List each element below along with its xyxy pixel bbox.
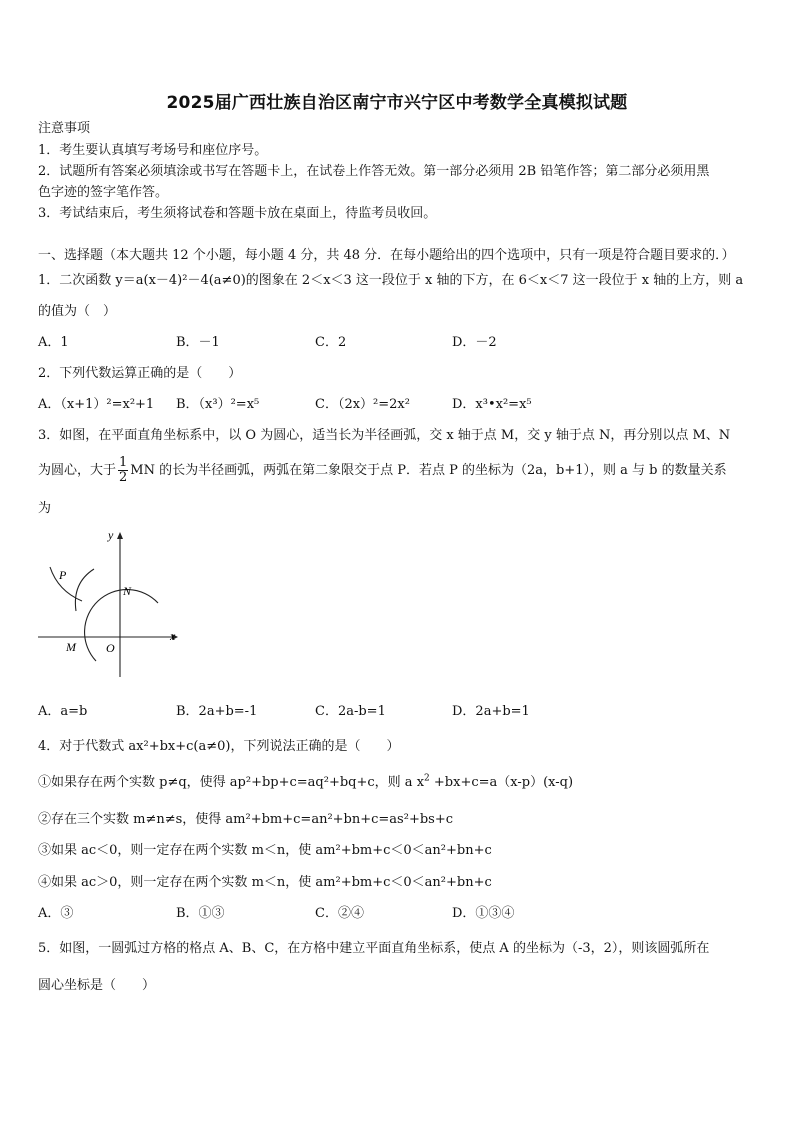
q5-stem-line2: 圆心坐标是（ ）	[38, 978, 156, 993]
q4-option-a: A．③	[38, 906, 74, 921]
notice-item-1: 1．考生要认真填写考场号和座位序号。	[38, 143, 268, 158]
q4-statement-3: ③如果 ac＜0，则一定存在两个实数 m＜n，使 am²+bm+c＜0＜an²+bn+c	[38, 843, 492, 858]
y-axis-arrow	[117, 532, 123, 539]
point-p-label: P	[59, 568, 67, 582]
q4-statement-1-a: ①如果存在两个实数 p≠q，使得 ap²+bp+c=aq²+bq+c，则 a x	[38, 775, 425, 790]
y-axis-label: y	[108, 528, 114, 542]
origin-label: O	[106, 641, 115, 655]
q3-stem-line3: 为	[38, 501, 52, 516]
exam-title: 2025届广西壮族自治区南宁市兴宁区中考数学全真模拟试题	[166, 93, 628, 113]
q1-stem-line2: 的值为（ ）	[38, 304, 117, 319]
q1-option-d: D．－2	[452, 335, 497, 350]
q2-option-c: C．（2x）²=2x²	[315, 397, 410, 412]
q4-options	[38, 905, 758, 923]
q4-statement-4: ④如果 ac＞0，则一定存在两个实数 m＜n，使 am²+bm+c＜0＜an²+bn+c	[38, 875, 492, 890]
q4-stem: 4．对于代数式 ax²+bx+c(a≠0)，下列说法正确的是（ ）	[38, 739, 400, 754]
section-heading: 一、选择题（本大题共 12 个小题，每小题 4 分，共 48 分．在每小题给出的四个选项中，只有一项是符合题目要求的．）	[38, 248, 735, 263]
arc-center-m	[75, 569, 94, 611]
q3-fraction	[118, 456, 128, 485]
q4-statement-1-exponent: 2	[424, 773, 430, 784]
q3-option-d: D．2a+b=1	[452, 704, 530, 719]
arc-center-o	[85, 590, 158, 661]
q3-option-c: C．2a-b=1	[315, 704, 386, 719]
notice-item-2-cont: 色字迹的签字笔作答。	[38, 185, 169, 200]
q4-statement-2: ②存在三个实数 m≠n≠s，使得 am²+bm+c=an²+bn+c=as²+bs+c	[38, 812, 453, 827]
q1-option-c: C．2	[315, 335, 347, 350]
q4-option-b: B．①③	[176, 906, 225, 921]
q1-options	[38, 334, 758, 352]
q4-option-d: D．①③④	[452, 906, 515, 921]
q3-stem-line2-a: 为圆心，大于	[38, 463, 117, 478]
q2-option-b: B．（x³）²=x⁵	[176, 397, 260, 412]
q1-option-a: A．1	[38, 335, 69, 350]
q3-fraction-numerator: 1	[119, 455, 128, 470]
q3-stem-line2	[38, 455, 764, 487]
q3-options	[38, 703, 758, 721]
q2-stem: 2．下列代数运算正确的是（ ）	[38, 366, 242, 381]
q2-options	[38, 396, 758, 414]
q4-option-c: C．②④	[315, 906, 364, 921]
x-axis-label: x	[170, 629, 176, 643]
q3-option-a: A．a=b	[38, 704, 88, 719]
q1-option-b: B．－1	[176, 335, 220, 350]
q3-figure	[36, 527, 186, 682]
notice-heading: 注意事项	[38, 121, 91, 136]
q3-option-b: B．2a+b=-1	[176, 704, 258, 719]
q4-statement-1-b: +bx+c=a（x-p）(x-q)	[429, 775, 574, 790]
notice-item-2: 2．试题所有答案必须填涂或书写在答题卡上，在试卷上作答无效。第一部分必须用 2B 铅笔作答；第二部分必须用黑	[38, 164, 710, 179]
q3-stem-line1: 3．如图，在平面直角坐标系中，以 O 为圆心，适当长为半径画弧，交 x 轴于点 M，交 y 轴于点 N，再分别以点 M、N	[38, 428, 731, 443]
q5-stem-line1: 5．如图，一圆弧过方格的格点 A、B、C，在方格中建立平面直角坐标系，使点 A 的坐标为（-3，2），则该圆弧所在	[38, 941, 710, 956]
q3-fraction-denominator: 2	[119, 470, 128, 485]
point-n-label: N	[123, 584, 132, 598]
q4-statement-1	[38, 774, 764, 792]
notice-item-3: 3．考试结束后，考生须将试卷和答题卡放在桌面上，待监考员收回。	[38, 206, 437, 221]
q1-stem-line1: 1．二次函数 y＝a(x－4)²－4(a≠0)的图象在 2＜x＜3 这一段位于 x 轴的下方，在 6＜x＜7 这一段位于 x 轴的上方，则 a	[38, 273, 744, 288]
point-m-label: M	[66, 640, 76, 654]
q2-option-a: A．（x+1）²=x²+1	[38, 397, 155, 412]
q2-option-d: D．x³•x²=x⁵	[452, 397, 532, 412]
q3-stem-line2-b: MN 的长为半径画弧，两弧在第二象限交于点 P．若点 P 的坐标为（2a，b+1），则 a 与 b 的数量关系	[130, 463, 727, 478]
